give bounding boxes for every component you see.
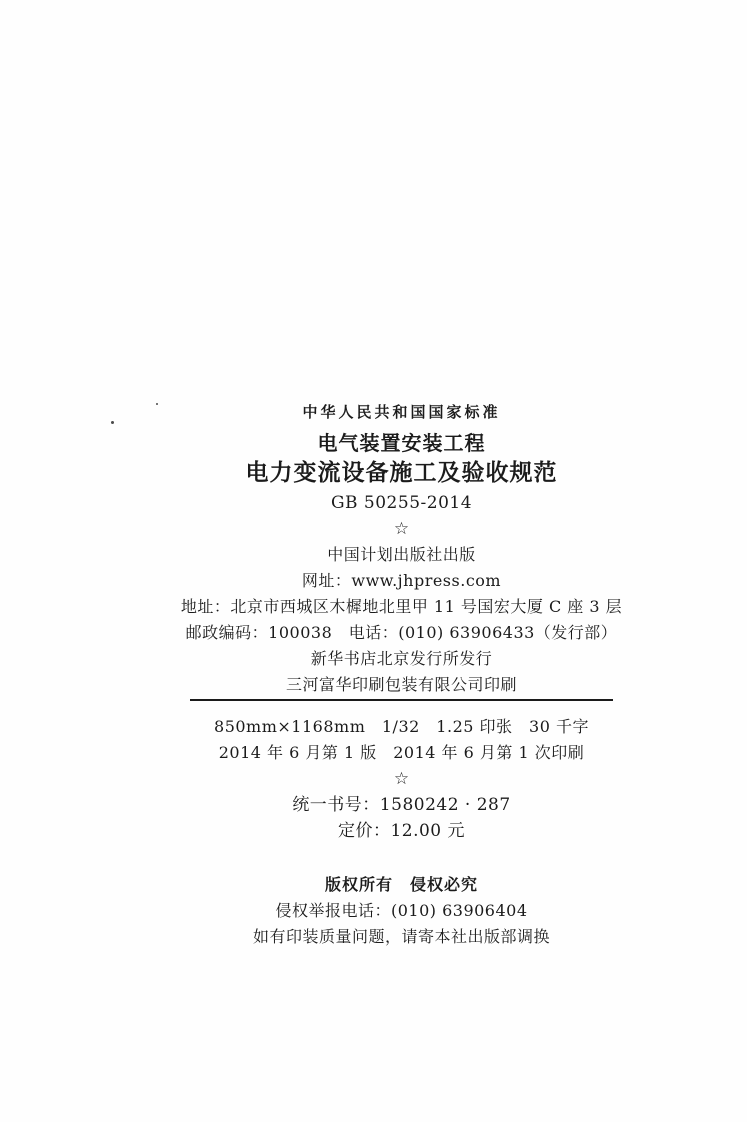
standard-label: 中华人民共和国国家标准 (302, 403, 501, 421)
postal-phone-line: 邮政编码：100038 电话：(010) 63906433（发行部） (185, 623, 618, 642)
book-title: 电力变流设备施工及验收规范 (245, 460, 558, 486)
divider-rule (190, 699, 613, 701)
website-line: 网址：www.jhpress.com (301, 571, 502, 590)
publisher-line: 中国计划出版社出版 (327, 545, 476, 564)
printing-line: 三河富华印刷包装有限公司印刷 (285, 675, 517, 694)
standard-code: GB 50255-2014 (330, 493, 473, 513)
address-line: 地址：北京市西城区木樨地北里甲 11 号国宏大厦 C 座 3 层 (180, 597, 623, 616)
star-glyph: ☆ (393, 519, 410, 539)
price-line: 定价：12.00 元 (337, 821, 466, 841)
series-title: 电气装置安装工程 (317, 431, 486, 455)
edition-line: 2014 年 6 月第 1 版 2014 年 6 月第 1 次印刷 (218, 743, 585, 762)
book-number-line: 统一书号：1580242 · 287 (292, 795, 511, 815)
distribution-line: 新华书店北京发行所发行 (310, 649, 493, 668)
sheet-spec-line: 850mm×1168mm 1/32 1.25 印张 30 千字 (214, 717, 589, 736)
star-glyph: ☆ (393, 769, 410, 789)
scan-artifact-dot (156, 403, 158, 405)
quality-notice-line: 如有印装质量问题，请寄本社出版部调换 (252, 927, 550, 946)
colophon-content (56, 0, 747, 950)
copyright-notice: 版权所有 侵权必究 (324, 875, 478, 894)
report-phone-line: 侵权举报电话：(010) 63906404 (275, 901, 528, 920)
scan-artifact-dot (111, 421, 114, 424)
